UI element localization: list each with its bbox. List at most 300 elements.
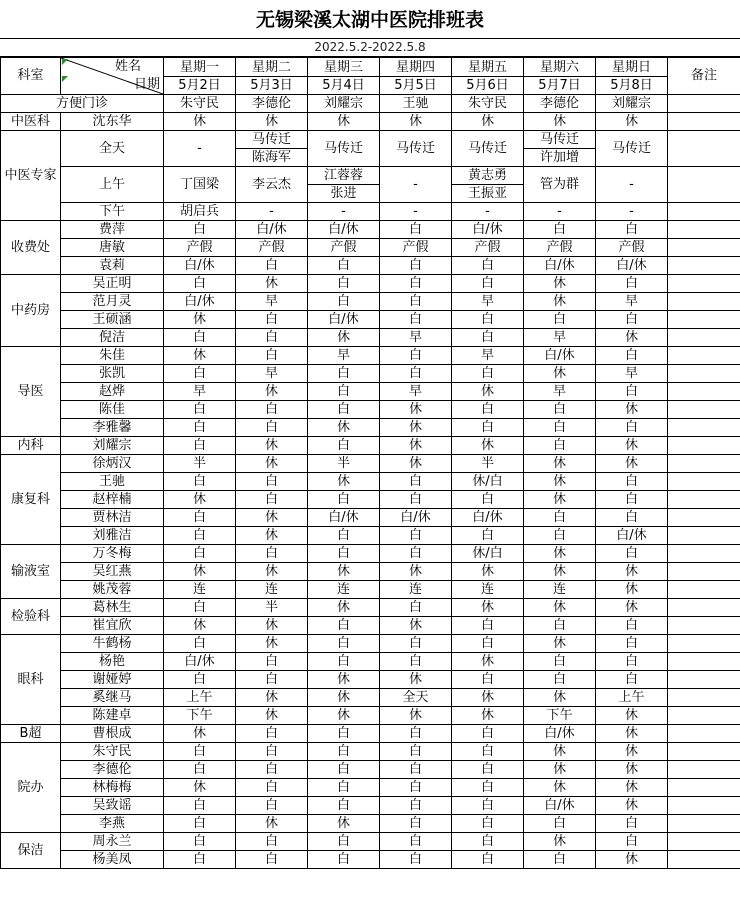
schedule-cell: 白 <box>236 311 308 329</box>
schedule-cell: 产假 <box>236 239 308 257</box>
schedule-cell: 休 <box>524 293 596 311</box>
name-cell: 袁莉 <box>61 257 164 275</box>
schedule-entry: 马传迁 <box>467 141 507 156</box>
remarks-cell <box>668 131 740 167</box>
schedule-cell: 白 <box>452 833 524 851</box>
schedule-cell <box>236 167 308 203</box>
schedule-cell: 白 <box>524 437 596 455</box>
schedule-cell: 白 <box>380 635 452 653</box>
table-row <box>1 779 740 797</box>
schedule-cell: 白 <box>380 761 452 779</box>
table-row <box>1 527 740 545</box>
table-row <box>1 563 740 581</box>
remarks-cell <box>668 545 740 563</box>
schedule-cell: 白 <box>236 779 308 797</box>
schedule-cell: 白 <box>452 365 524 383</box>
schedule-cell: 白 <box>164 509 236 527</box>
schedule-cell: 休 <box>596 797 668 815</box>
schedule-cell: 白 <box>452 761 524 779</box>
schedule-cell: 白 <box>596 635 668 653</box>
schedule-cell: 休 <box>236 635 308 653</box>
date-header: 日期 <box>133 77 160 92</box>
schedule-entry: 许加增 <box>539 150 579 165</box>
name-cell: 范月灵 <box>61 293 164 311</box>
schedule-cell: 白 <box>452 797 524 815</box>
name-cell: 王驰 <box>61 473 164 491</box>
schedule-cell: 休 <box>236 455 308 473</box>
schedule-cell: 白 <box>596 509 668 527</box>
schedule-cell: 白 <box>308 365 380 383</box>
schedule-cell: 李德伦 <box>236 95 308 113</box>
schedule-entry: - <box>197 141 202 156</box>
remarks-cell <box>668 689 740 707</box>
schedule-cell: 白 <box>236 761 308 779</box>
table-row <box>1 437 740 455</box>
name-cell: 杨美凤 <box>61 851 164 869</box>
table-row <box>1 257 740 275</box>
schedule-cell: 休 <box>236 437 308 455</box>
schedule-cell: 白/休 <box>164 653 236 671</box>
schedule-cell: 白 <box>236 725 308 743</box>
remarks-cell <box>668 95 740 113</box>
schedule-cell: 白 <box>596 419 668 437</box>
schedule-cell: 白 <box>524 527 596 545</box>
name-cell: 吴正明 <box>61 275 164 293</box>
table-row <box>1 689 740 707</box>
schedule-cell: 白 <box>452 671 524 689</box>
remarks-cell <box>668 761 740 779</box>
table-row <box>1 743 740 761</box>
schedule-cell: 休 <box>524 113 596 131</box>
date-range: 2022.5.2-2022.5.8 <box>0 39 740 57</box>
schedule-cell: 白 <box>524 653 596 671</box>
schedule-cell: 白 <box>164 833 236 851</box>
schedule-entry: 马传迁 <box>611 141 651 156</box>
schedule-entry: 丁国梁 <box>179 177 219 192</box>
remarks-cell <box>668 725 740 743</box>
schedule-cell: 休 <box>164 725 236 743</box>
schedule-cell: 白 <box>164 815 236 833</box>
dept-cell: B超 <box>1 725 61 743</box>
schedule-cell: 休 <box>452 653 524 671</box>
schedule-cell: 休 <box>236 707 308 725</box>
schedule-cell: 白 <box>524 671 596 689</box>
schedule-cell: 休 <box>236 689 308 707</box>
schedule-cell: 休 <box>236 383 308 401</box>
schedule-cell: 白 <box>164 401 236 419</box>
schedule-cell: 白/休 <box>524 797 596 815</box>
schedule-cell: 休 <box>380 455 452 473</box>
schedule-cell: 白 <box>596 833 668 851</box>
remarks-cell <box>668 491 740 509</box>
schedule-cell: 白 <box>380 473 452 491</box>
table-row <box>1 293 740 311</box>
schedule-cell: 白 <box>452 725 524 743</box>
schedule-cell: 白 <box>380 743 452 761</box>
schedule-cell: 朱守民 <box>452 95 524 113</box>
schedule-cell: 休 <box>524 545 596 563</box>
schedule-cell: 早 <box>380 383 452 401</box>
schedule-cell: 休 <box>308 815 380 833</box>
schedule-cell: 休 <box>452 707 524 725</box>
schedule-cell: 白 <box>308 833 380 851</box>
dept-cell: 收费处 <box>1 221 61 275</box>
schedule-entry: 张进 <box>330 186 357 201</box>
schedule-cell: 连 <box>164 581 236 599</box>
header-row <box>1 58 740 95</box>
schedule-cell: 产假 <box>308 239 380 257</box>
remarks-cell <box>668 347 740 365</box>
schedule-cell <box>164 131 236 167</box>
schedule-cell <box>524 131 596 167</box>
schedule-cell: 全天 <box>380 689 452 707</box>
name-cell: 李燕 <box>61 815 164 833</box>
schedule-cell <box>308 167 380 203</box>
remarks-cell <box>668 707 740 725</box>
remarks-cell <box>668 419 740 437</box>
schedule-cell: 半 <box>308 455 380 473</box>
name-cell: 姚茂蓉 <box>61 581 164 599</box>
schedule-cell: 白 <box>452 275 524 293</box>
name-cell: 周永兰 <box>61 833 164 851</box>
remarks-cell <box>668 599 740 617</box>
schedule-cell: 休 <box>596 707 668 725</box>
schedule-cell: 白 <box>596 275 668 293</box>
schedule-cell: 白 <box>596 653 668 671</box>
schedule-cell: 白 <box>452 311 524 329</box>
schedule-cell: 休 <box>524 599 596 617</box>
schedule-cell: 休 <box>236 617 308 635</box>
schedule-cell: 休 <box>596 581 668 599</box>
schedule-cell: 休 <box>380 113 452 131</box>
name-cell: 贾林洁 <box>61 509 164 527</box>
schedule-cell: 休 <box>308 473 380 491</box>
schedule-entry: 马传迁 <box>236 131 307 149</box>
table-row <box>1 365 740 383</box>
schedule-cell: 休 <box>236 527 308 545</box>
schedule-cell: 白 <box>236 347 308 365</box>
schedule-cell: 白 <box>236 257 308 275</box>
schedule-cell: 白 <box>308 401 380 419</box>
schedule-cell: 早 <box>596 365 668 383</box>
remarks-cell <box>668 221 740 239</box>
name-cell: 朱佳 <box>61 347 164 365</box>
table-row <box>1 383 740 401</box>
schedule-cell: 休 <box>308 113 380 131</box>
remarks-cell <box>668 779 740 797</box>
schedule-cell: 刘耀宗 <box>596 95 668 113</box>
table-row <box>1 221 740 239</box>
name-cell: 谢娅婷 <box>61 671 164 689</box>
comment-marker-icon <box>62 59 68 65</box>
name-cell: 崔宜欣 <box>61 617 164 635</box>
schedule-cell: 休 <box>596 563 668 581</box>
schedule-cell: 白 <box>452 815 524 833</box>
schedule-cell: 休 <box>596 437 668 455</box>
name-cell: 李雅馨 <box>61 419 164 437</box>
schedule-cell: - <box>596 203 668 221</box>
table-row <box>1 707 740 725</box>
schedule-cell: 休 <box>452 689 524 707</box>
schedule-cell: 白 <box>452 779 524 797</box>
schedule-cell: 白 <box>308 383 380 401</box>
schedule-cell: 白 <box>308 437 380 455</box>
schedule-cell: 白 <box>452 851 524 869</box>
schedule-cell: 休 <box>452 563 524 581</box>
schedule-cell: 白 <box>164 599 236 617</box>
schedule-cell: 连 <box>380 581 452 599</box>
name-cell: 赵烨 <box>61 383 164 401</box>
schedule-cell: 白/休 <box>308 509 380 527</box>
schedule-cell: 白 <box>236 851 308 869</box>
schedule-cell: 休 <box>236 815 308 833</box>
schedule-cell: 白 <box>380 311 452 329</box>
schedule-cell: 白 <box>380 653 452 671</box>
schedule-cell: 休 <box>524 833 596 851</box>
expert-am-row <box>1 167 740 203</box>
remarks-cell <box>668 527 740 545</box>
schedule-cell: 白 <box>308 743 380 761</box>
schedule-cell: 白 <box>164 761 236 779</box>
schedule-cell: 白 <box>380 815 452 833</box>
table-row <box>1 761 740 779</box>
schedule-cell: 白 <box>524 815 596 833</box>
schedule-cell: 上午 <box>596 689 668 707</box>
schedule-cell: 白 <box>164 671 236 689</box>
schedule-cell: - <box>236 203 308 221</box>
schedule-cell <box>164 167 236 203</box>
schedule-cell: 休 <box>236 275 308 293</box>
schedule-entry: - <box>629 177 634 192</box>
day-header: 星期五 5月6日 <box>452 58 524 95</box>
schedule-cell: 休 <box>452 113 524 131</box>
schedule-cell: 白 <box>452 635 524 653</box>
schedule-entry: 马传迁 <box>395 141 435 156</box>
schedule-cell: 休 <box>524 365 596 383</box>
schedule-cell: 李德伦 <box>524 95 596 113</box>
schedule-cell: 白 <box>452 617 524 635</box>
dept-cell: 输液室 <box>1 545 61 599</box>
remarks-cell <box>668 581 740 599</box>
schedule-cell: 休 <box>380 707 452 725</box>
schedule-cell: 白 <box>380 347 452 365</box>
schedule-cell: 白 <box>236 545 308 563</box>
table-row <box>1 419 740 437</box>
table-row <box>1 329 740 347</box>
schedule-cell: 休 <box>308 419 380 437</box>
schedule-cell: 休 <box>596 401 668 419</box>
schedule-cell: 白 <box>308 293 380 311</box>
schedule-cell: 白 <box>164 545 236 563</box>
schedule-cell: 白 <box>164 473 236 491</box>
name-cell: 倪洁 <box>61 329 164 347</box>
expert-pm-row <box>1 203 740 221</box>
schedule-entry: 管为群 <box>539 177 579 192</box>
name-cell: 葛林生 <box>61 599 164 617</box>
schedule-cell: 休 <box>380 401 452 419</box>
schedule-cell: 白 <box>380 257 452 275</box>
schedule-cell: 白 <box>308 545 380 563</box>
schedule-cell: 白 <box>452 329 524 347</box>
table-row <box>1 455 740 473</box>
name-cell: 吴致谣 <box>61 797 164 815</box>
schedule-cell: 早 <box>380 329 452 347</box>
schedule-cell: 白 <box>380 599 452 617</box>
table-row <box>1 653 740 671</box>
schedule-table <box>0 57 740 869</box>
schedule-cell: 白 <box>380 275 452 293</box>
dept-cell: 导医 <box>1 347 61 437</box>
remarks-cell <box>668 815 740 833</box>
remarks-cell <box>668 275 740 293</box>
schedule-cell: 刘耀宗 <box>308 95 380 113</box>
schedule-cell: 休/白 <box>452 473 524 491</box>
schedule-cell: 休 <box>596 113 668 131</box>
schedule-cell: 白/休 <box>452 509 524 527</box>
table-row <box>1 113 740 131</box>
schedule-cell: 白 <box>236 743 308 761</box>
schedule-cell: 休 <box>524 635 596 653</box>
schedule-cell: 白 <box>164 419 236 437</box>
schedule-cell: 休 <box>380 437 452 455</box>
schedule-cell: 白/休 <box>308 311 380 329</box>
schedule-cell: 白/休 <box>596 527 668 545</box>
schedule-cell <box>596 131 668 167</box>
schedule-cell: 白 <box>524 419 596 437</box>
name-cell: 曹根成 <box>61 725 164 743</box>
remarks-cell <box>668 833 740 851</box>
schedule-cell: 休 <box>308 563 380 581</box>
schedule-cell: 休 <box>596 743 668 761</box>
schedule-cell: 休 <box>524 455 596 473</box>
schedule-cell: 白 <box>596 545 668 563</box>
name-header: 姓名 <box>114 59 141 74</box>
shift-label: 上午 <box>61 167 164 203</box>
dept-cell: 保洁 <box>1 833 61 869</box>
remarks-cell <box>668 743 740 761</box>
schedule-cell: 王驰 <box>380 95 452 113</box>
table-row <box>1 833 740 851</box>
clinic-row <box>1 95 740 113</box>
schedule-cell: 连 <box>236 581 308 599</box>
schedule-cell: 休 <box>380 419 452 437</box>
schedule-cell: 白 <box>236 401 308 419</box>
remarks-cell <box>668 167 740 203</box>
remarks-cell <box>668 653 740 671</box>
name-cell: 朱守民 <box>61 743 164 761</box>
schedule-cell: 白 <box>596 347 668 365</box>
day-header: 星期六 5月7日 <box>524 58 596 95</box>
schedule-cell: 休 <box>308 599 380 617</box>
table-row <box>1 275 740 293</box>
schedule-cell <box>452 167 524 203</box>
schedule-cell: 白 <box>308 275 380 293</box>
table-row <box>1 635 740 653</box>
shift-label: 全天 <box>61 131 164 167</box>
table-row <box>1 815 740 833</box>
schedule-cell: 休 <box>524 743 596 761</box>
name-cell: 唐敏 <box>61 239 164 257</box>
schedule-entry: 江蓉蓉 <box>308 167 379 185</box>
page-title: 无锡梁溪太湖中医院排班表 <box>0 0 740 39</box>
remarks-cell <box>668 329 740 347</box>
remarks-cell <box>668 437 740 455</box>
table-row <box>1 797 740 815</box>
schedule-cell: 白 <box>308 653 380 671</box>
schedule-cell: 休 <box>236 113 308 131</box>
schedule-cell: 休 <box>596 329 668 347</box>
schedule-cell: 产假 <box>452 239 524 257</box>
schedule-cell: 白 <box>596 491 668 509</box>
remarks-cell <box>668 311 740 329</box>
schedule-cell: 休 <box>308 707 380 725</box>
table-row <box>1 239 740 257</box>
schedule-cell: 白/休 <box>380 509 452 527</box>
schedule-cell: 连 <box>524 581 596 599</box>
name-cell: 张凯 <box>61 365 164 383</box>
schedule-cell: 白 <box>380 491 452 509</box>
name-cell: 陈佳 <box>61 401 164 419</box>
schedule-entry: 陈海军 <box>251 150 291 165</box>
name-cell: 林梅梅 <box>61 779 164 797</box>
schedule-cell: 早 <box>524 329 596 347</box>
schedule-cell: 休 <box>164 779 236 797</box>
remarks-cell <box>668 401 740 419</box>
schedule-cell: 早 <box>236 293 308 311</box>
schedule-cell: 白 <box>596 617 668 635</box>
name-cell: 陈建卓 <box>61 707 164 725</box>
dept-cell: 内科 <box>1 437 61 455</box>
schedule-cell: 白/休 <box>308 221 380 239</box>
name-cell: 徐炳汉 <box>61 455 164 473</box>
schedule-cell: 白 <box>452 257 524 275</box>
schedule-cell: 休 <box>524 689 596 707</box>
schedule-cell: 白 <box>164 221 236 239</box>
remarks-cell <box>668 113 740 131</box>
table-row <box>1 725 740 743</box>
table-row <box>1 617 740 635</box>
name-cell: 沈东华 <box>61 113 164 131</box>
schedule-cell: - <box>524 203 596 221</box>
schedule-entry: - <box>413 177 418 192</box>
remarks-cell <box>668 563 740 581</box>
schedule-cell: 休 <box>596 599 668 617</box>
schedule-cell: 白 <box>380 293 452 311</box>
schedule-cell: 白 <box>236 473 308 491</box>
table-row <box>1 851 740 869</box>
schedule-cell: 白 <box>524 851 596 869</box>
day-header: 星期一 5月2日 <box>164 58 236 95</box>
table-row <box>1 581 740 599</box>
schedule-cell: - <box>308 203 380 221</box>
schedule-cell: 上午 <box>164 689 236 707</box>
name-cell: 王硕涵 <box>61 311 164 329</box>
schedule-cell <box>452 131 524 167</box>
schedule-cell: 白/休 <box>524 257 596 275</box>
schedule-cell: 休 <box>596 779 668 797</box>
schedule-cell: 休 <box>596 851 668 869</box>
schedule-cell: 胡启兵 <box>164 203 236 221</box>
schedule-cell: 早 <box>452 347 524 365</box>
day-header: 星期二 5月3日 <box>236 58 308 95</box>
schedule-cell: 白 <box>236 671 308 689</box>
schedule-cell: 白 <box>236 653 308 671</box>
schedule-cell: 白 <box>164 437 236 455</box>
schedule-cell: 白 <box>380 851 452 869</box>
table-row <box>1 401 740 419</box>
table-row <box>1 473 740 491</box>
schedule-cell: 休 <box>596 725 668 743</box>
